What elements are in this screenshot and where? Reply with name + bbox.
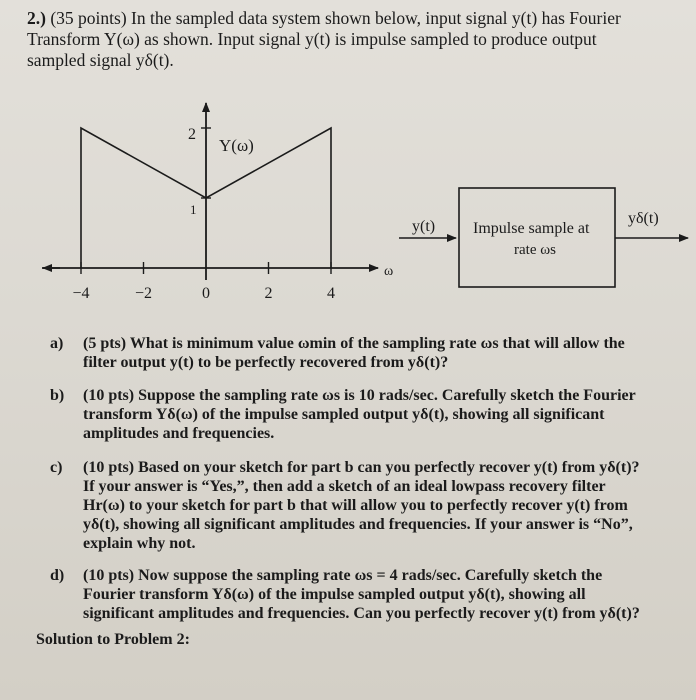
part-d [50, 566, 650, 623]
x-tick-label: −4 [72, 285, 90, 302]
part-c-label: c) [50, 459, 63, 476]
sampler-text-line1: Impulse sample at [473, 220, 590, 237]
mid-value-label: 1 [190, 202, 197, 217]
part-a [50, 334, 650, 372]
part-c-line: explain why not. [83, 535, 196, 552]
tick-labels [72, 285, 335, 302]
part-b-line: transform Yδ(ω) of the impulse sampled output yδ(t), showing all significant [83, 406, 605, 423]
part-c-line: If your answer is “Yes,”, then add a sketch of an ideal lowpass recovery filter [83, 478, 606, 495]
input-signal-label: y(t) [412, 218, 436, 235]
solution-heading: Solution to Problem 2: [36, 631, 190, 648]
impulse-sampler-box [459, 188, 615, 287]
part-d-line: Fourier transform Yδ(ω) of the impulse sampled output yδ(t), showing all [83, 586, 586, 603]
sampler-block-diagram [399, 188, 688, 287]
part-a-line: (5 pts) What is minimum value ωmin of the sampling rate ωs that will allow the [83, 335, 625, 352]
part-a-label: a) [50, 335, 64, 352]
output-signal-label: yδ(t) [628, 210, 659, 227]
part-c-line: (10 pts) Based on your sketch for part b can you perfectly recover y(t) from yδ(t)? [83, 459, 640, 476]
part-d-line: (10 pts) Now suppose the sampling rate ωs = 4 rads/sec. Carefully sketch the [83, 567, 603, 584]
problem-number: 2.) [27, 8, 46, 28]
part-b-line: (10 pts) Suppose the sampling rate ωs is 10 rads/sec. Carefully sketch the Fourier [83, 387, 636, 404]
part-c [50, 458, 650, 553]
part-b-label: b) [50, 387, 65, 404]
part-b [50, 386, 650, 443]
problem-points: (35 points) [50, 8, 127, 28]
peak-value-label: 2 [188, 126, 196, 143]
spectrum-plot [42, 103, 393, 302]
part-d-label: d) [50, 567, 65, 584]
y-axis-label: Y(ω) [219, 136, 254, 155]
x-tick-label: 2 [264, 285, 273, 302]
x-tick-label: 0 [202, 285, 210, 302]
x-axis-label: ω [384, 264, 394, 279]
x-tick-label: −2 [134, 285, 153, 302]
sampler-text-line2: rate ωs [514, 242, 556, 258]
statement-line-3: sampled signal yδ(t). [27, 50, 174, 70]
part-a-line: filter output y(t) to be perfectly recovered from yδ(t)? [83, 354, 449, 371]
part-b-line: amplitudes and frequencies. [83, 425, 275, 442]
part-c-line: Hr(ω) to your sketch for part b that will allow you to perfectly recover y(t) from [83, 497, 628, 514]
part-c-line: yδ(t), showing all significant amplitudes and frequencies. If your answer is “No”, [83, 516, 633, 533]
statement-line-1: In the sampled data system shown below, input signal y(t) has Fourier [131, 8, 621, 28]
x-tick-label: 4 [327, 285, 335, 302]
statement-line-2: Transform Y(ω) as shown. Input signal y(t) is impulse sampled to produce output [27, 29, 597, 49]
part-d-line: significant amplitudes and frequencies. Can you perfectly recover y(t) from yδ(t)? [83, 605, 640, 622]
